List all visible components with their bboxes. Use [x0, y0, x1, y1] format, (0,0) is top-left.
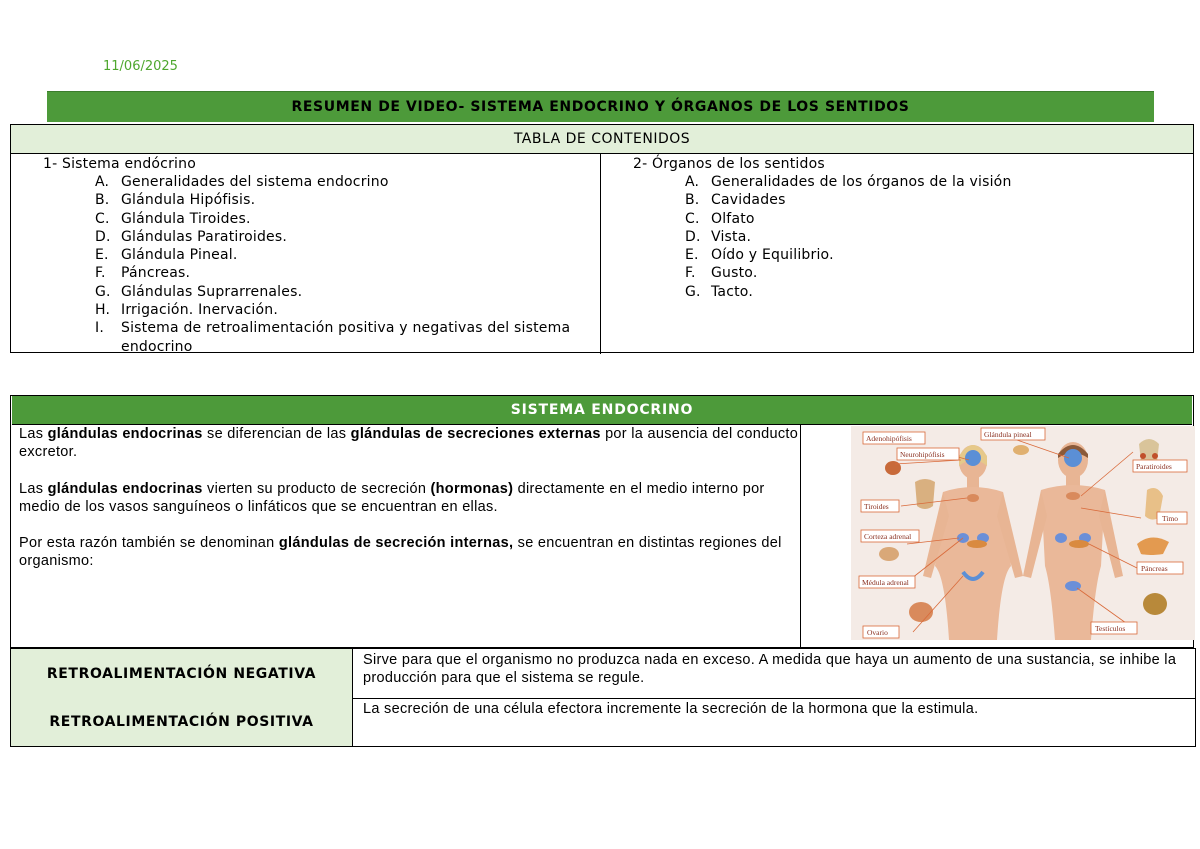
list-item: I. Sistema de retroalimentación positiva y negativas del sistema endocrino [95, 320, 571, 355]
list-item: D. Glándulas Paratiroides. [95, 228, 288, 245]
figure-label-neurohypophysis: Neurohipófisis [900, 450, 945, 459]
endocrine-section [10, 395, 1194, 648]
toc-section-heading: 1- Sistema endócrino [43, 156, 196, 172]
toc-list [95, 173, 575, 356]
table-row [11, 649, 1195, 699]
list-item: E. Oído y Equilibrio. [685, 247, 834, 264]
paragraph: Las glándulas endocrinas vierten su producto de secreción (hormonas) directamente en el medio interno por medio de los vasos sanguíneos o linfáticos que se encuentran en ellas. [19, 480, 765, 515]
endocrine-glands-figure [851, 426, 1195, 640]
list-item: E. Glándula Pineal. [95, 247, 238, 264]
table-of-contents [10, 124, 1194, 353]
toc-section-heading: 2- Órganos de los sentidos [633, 156, 825, 172]
list-item: G. Tacto. [685, 283, 753, 300]
list-item: F. Páncreas. [95, 265, 191, 282]
paragraph: Las glándulas endocrinas se diferencian de las glándulas de secreciones externas por la ausencia del conducto excretor. [19, 426, 799, 461]
toc-column-senses [601, 154, 1193, 354]
endocrine-header: SISTEMA ENDOCRINO [12, 396, 1192, 425]
list-item: B. Cavidades [685, 192, 786, 209]
endocrine-description [11, 425, 801, 647]
thyroid-illustration [915, 479, 935, 509]
table-row [11, 698, 1195, 746]
figure-label-adrenal-cortex: Corteza adrenal [864, 532, 912, 541]
list-item: A. Generalidades de los órganos de la visión [685, 174, 1012, 190]
list-item: G. Glándulas Suprarrenales. [95, 283, 303, 300]
document-title: RESUMEN DE VIDEO- SISTEMA ENDOCRINO Y ÓRGANOS DE LOS SENTIDOS [47, 91, 1154, 122]
pineal-illustration [1013, 445, 1029, 455]
adrenal-cortex-illustration [879, 547, 899, 561]
paragraph: Por esta razón también se denominan glándulas de secreción internas, se encuentran en distintas regiones del organismo: [19, 535, 782, 570]
list-item: B. Glándula Hipófisis. [95, 192, 256, 209]
figure-label-adenohypophysis: Adenohipófisis [866, 434, 912, 443]
feedback-table [10, 648, 1196, 747]
figure-label-parathyroid: Paratiroides [1136, 462, 1172, 471]
figure-label-adrenal-medulla: Médula adrenal [862, 578, 909, 587]
list-item: C. Glándula Tiroides. [95, 210, 251, 227]
toc-list [685, 173, 1165, 301]
positive-feedback-description: La secreción de una célula efectora incremente la secreción de la hormona que la estimula. [363, 701, 979, 717]
toc-column-endocrine [11, 154, 601, 354]
positive-feedback-label: RETROALIMENTACIÓN POSITIVA [11, 698, 353, 746]
list-item: C. Olfato [685, 210, 755, 227]
list-item: H. Irrigación. Inervación. [95, 302, 278, 319]
ovary-illustration [909, 602, 933, 622]
figure-label-thyroid: Tiroides [864, 502, 889, 511]
toc-header: TABLA DE CONTENIDOS [11, 125, 1193, 154]
negative-feedback-label: RETROALIMENTACIÓN NEGATIVA [11, 649, 353, 698]
figure-label-testicles: Testículos [1095, 624, 1126, 633]
figure-label-ovary: Ovario [867, 628, 888, 637]
figure-label-pancreas: Páncreas [1141, 564, 1168, 573]
figure-label-thymus: Timo [1162, 514, 1178, 523]
figure-label-pineal: Glándula pineal [984, 430, 1032, 439]
negative-feedback-description: Sirve para que el organismo no produzca nada en exceso. A medida que haya un aumento de una sustancia, se inhibe la producción para que el sistema se regule. [363, 652, 1177, 687]
list-item: D. Vista. [685, 228, 752, 245]
testicles-illustration [1143, 593, 1167, 615]
list-item: F. Gusto. [685, 265, 758, 282]
document-date: 11/06/2025 [103, 59, 178, 74]
list-item: A. Generalidades del sistema endocrino [95, 174, 389, 190]
adenohypophysis-illustration [885, 461, 901, 475]
